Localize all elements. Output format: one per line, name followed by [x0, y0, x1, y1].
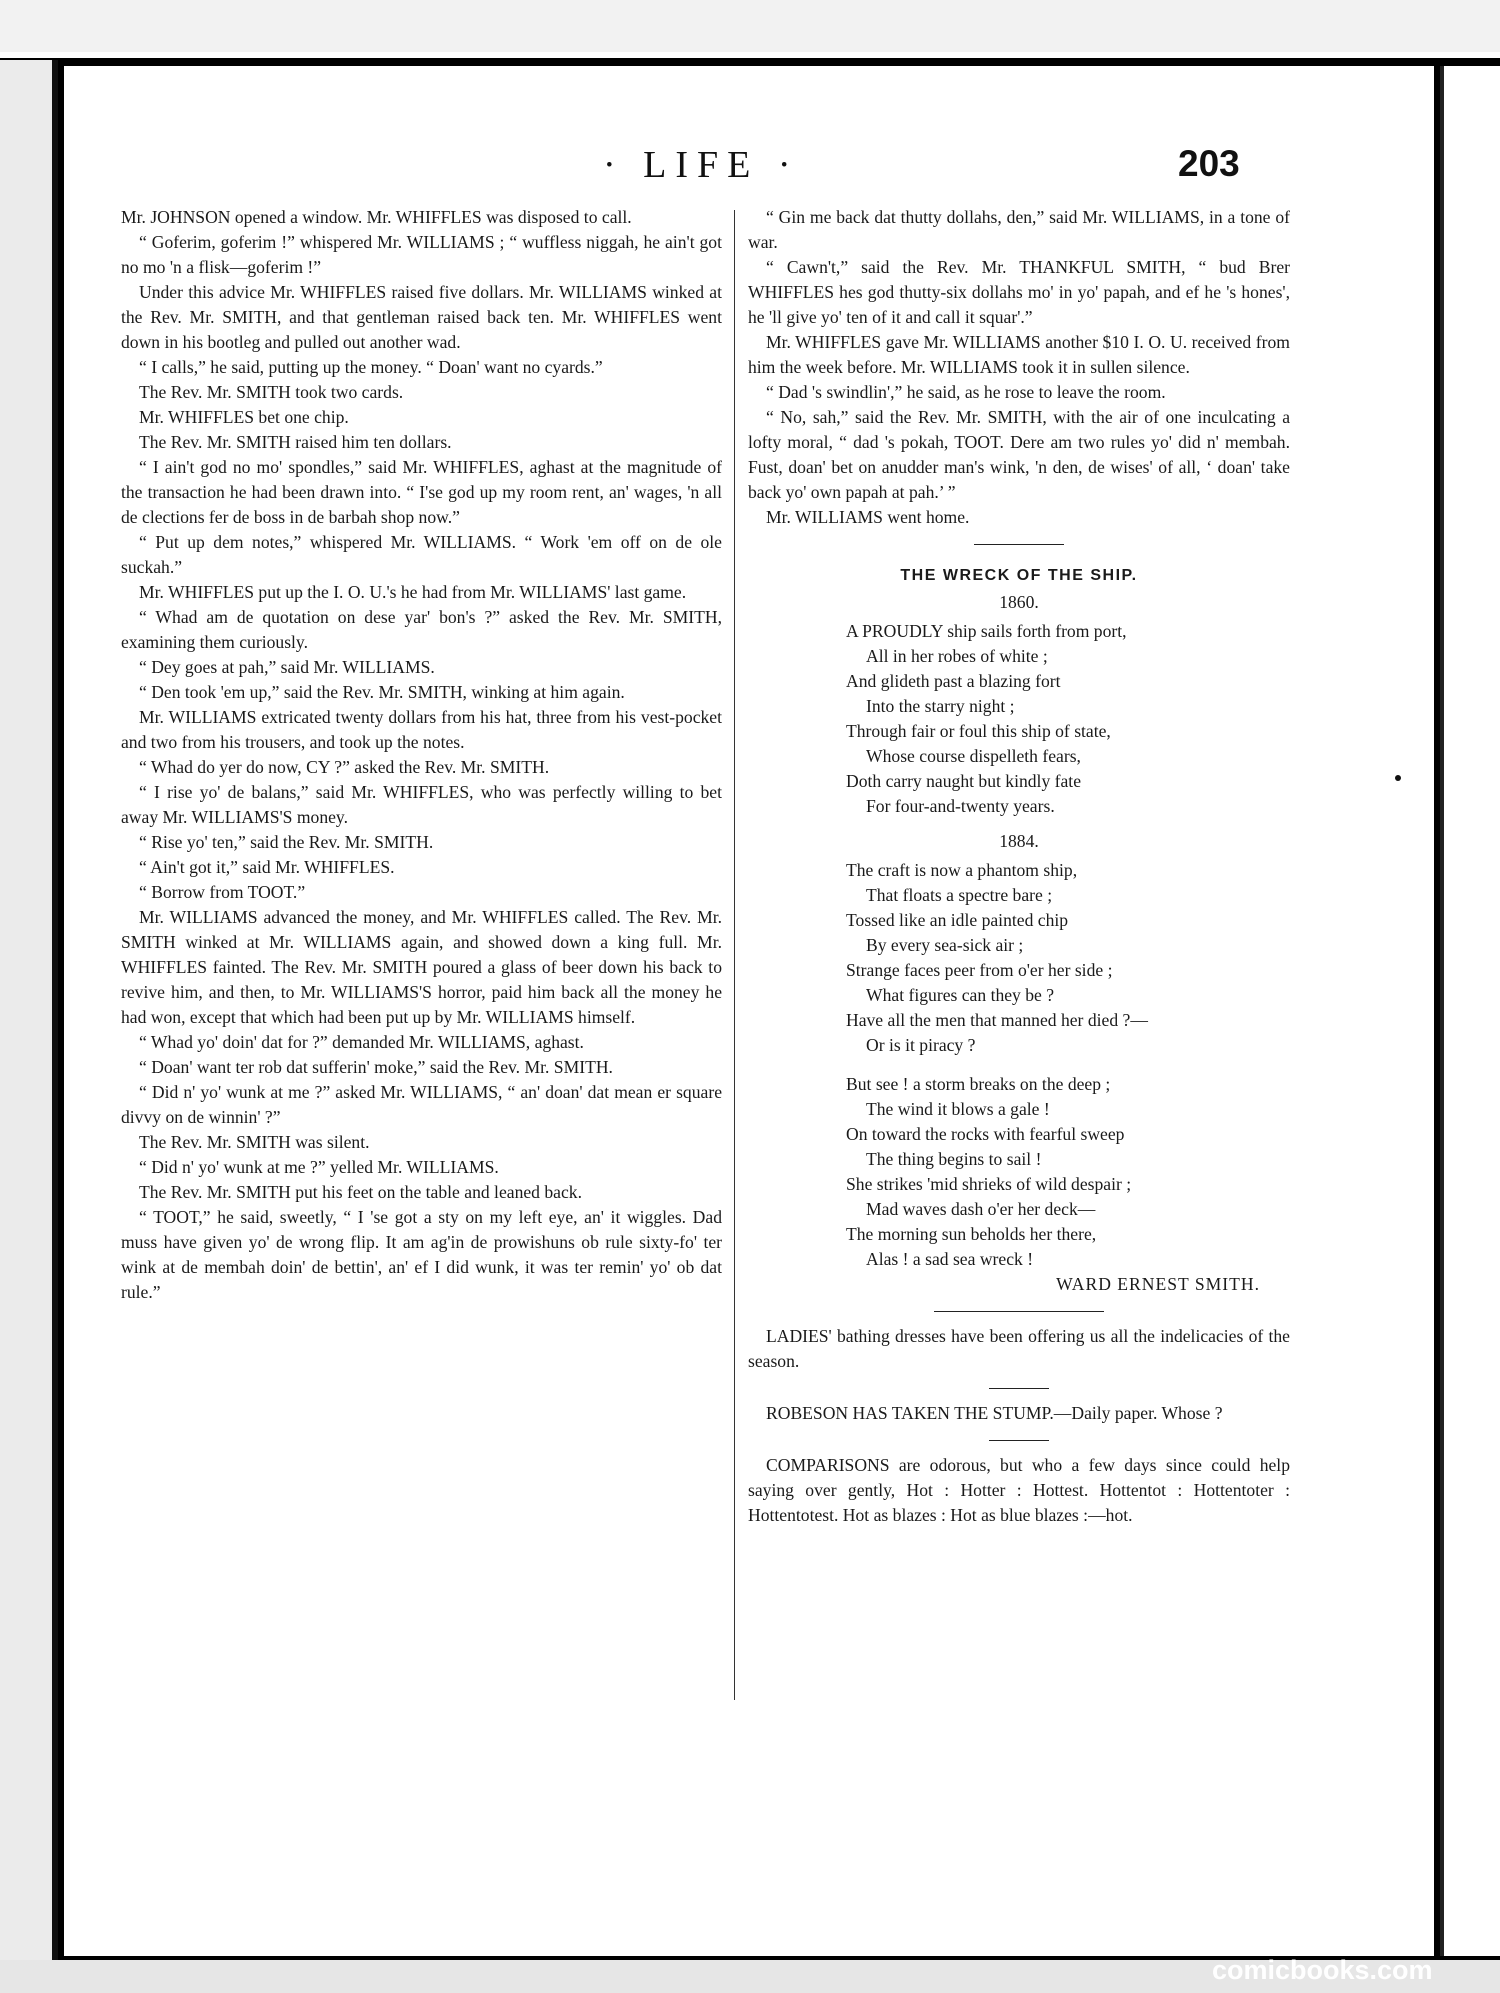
poem-line: The wind it blows a gale !: [866, 1099, 1050, 1119]
poem-line: By every sea-sick air ;: [866, 935, 1024, 955]
poem-line: Have all the men that manned her died ?—: [846, 1010, 1148, 1030]
paragraph: “ I ain't god no mo' spondles,” said Mr. WHIFFLES, aghast at the magnitude of the transaction he had been drawn into. “ I'se god up my room rent, an' wages, 'n all de clections fer de boss in de barbah shop now.”: [121, 457, 722, 527]
paragraph: The Rev. Mr. SMITH took two cards.: [139, 382, 404, 402]
adjacent-page-edge: [0, 60, 58, 1993]
paragraph: “ I rise yo' de balans,” said Mr. WHIFFLES, who was perfectly willing to bet away Mr. WILLIAMS'S money.: [121, 782, 722, 827]
poem-stanza: [846, 858, 1290, 1058]
poem-line: Alas ! a sad sea wreck !: [866, 1249, 1034, 1269]
paragraph: “ Den took 'em up,” said the Rev. Mr. SMITH, winking at him again.: [139, 682, 625, 702]
paragraph: “ Goferim, goferim !” whispered Mr. WILLIAMS ; “ wuffless niggah, he ain't got no mo 'n a flisk—goferim !”: [121, 232, 722, 277]
right-column: [748, 205, 1290, 1528]
ink-speck: [1395, 775, 1401, 781]
paragraph: “ Dad 's swindlin',” he said, as he rose to leave the room.: [766, 382, 1166, 402]
squib: ROBESON HAS TAKEN THE STUMP.—Daily paper. Whose ?: [766, 1403, 1223, 1423]
paragraph: Mr. WILLIAMS advanced the money, and Mr. WHIFFLES called. The Rev. Mr. SMITH winked at Mr. WILLIAMS again, and showed down a king full. Mr. WHIFFLES fainted. The Rev. Mr. SMITH poured a glass of beer down his back to revive him, and then, to Mr. WILLIAMS'S horror, paid him back all the money he had won, except that which had been put up by Mr. WILLIAMS himself.: [121, 907, 722, 1027]
paragraph: “ Whad am de quotation on dese yar' bon's ?” asked the Rev. Mr. SMITH, examining them curiously.: [121, 607, 722, 652]
squib: COMPARISONS are odorous, but who a few days since could help saying over gently, Hot : Hotter : Hottest. Hottentot : Hottentoter : Hottentotest. Hot as blazes : Hot as blue blazes :—hot.: [748, 1455, 1290, 1525]
paragraph: “ Whad yo' doin' dat for ?” demanded Mr. WILLIAMS, aghast.: [139, 1032, 584, 1052]
poem-line: Through fair or foul this ship of state,: [846, 721, 1111, 741]
poem-line: For four-and-twenty years.: [866, 796, 1055, 816]
poem-line: Whose course dispelleth fears,: [866, 746, 1081, 766]
poem-line: All in her robes of white ;: [866, 646, 1048, 666]
poem-year: 1860.: [999, 592, 1039, 612]
section-rule: [989, 1440, 1049, 1441]
paragraph: “ Ain't got it,” said Mr. WHIFFLES.: [139, 857, 395, 877]
section-rule: [934, 1311, 1104, 1312]
paragraph: Mr. WILLIAMS extricated twenty dollars from his hat, three from his vest-pocket and two from his trousers, and took up the notes.: [121, 707, 722, 752]
poem-line: A PROUDLY ship sails forth from port,: [846, 621, 1127, 641]
poem-line: On toward the rocks with fearful sweep: [846, 1124, 1125, 1144]
poem-line: Mad waves dash o'er her deck—: [866, 1199, 1096, 1219]
paragraph: “ Whad do yer do now, CY ?” asked the Rev. Mr. SMITH.: [139, 757, 550, 777]
magazine-title: · LIFE ·: [603, 144, 800, 186]
poem-line: Tossed like an idle painted chip: [846, 910, 1069, 930]
paragraph: Mr. WHIFFLES bet one chip.: [139, 407, 349, 427]
poem-line: Or is it piracy ?: [866, 1035, 976, 1055]
poem-line: The morning sun beholds her there,: [846, 1224, 1097, 1244]
paragraph: “ I calls,” he said, putting up the money. “ Doan' want no cyards.”: [139, 357, 603, 377]
paragraph: “ Doan' want ter rob dat sufferin' moke,” said the Rev. Mr. SMITH.: [139, 1057, 613, 1077]
poem-line: But see ! a storm breaks on the deep ;: [846, 1074, 1111, 1094]
paragraph: “ No, sah,” said the Rev. Mr. SMITH, with the air of one inculcating a lofty moral, “ dad 's pokah, TOOT. Dere am two rules yo' did n' membah. Fust, doan' bet on anudder man's wink, 'n den, de wises' of all, ‘ doan' take back yo' own papah at pah.’ ”: [748, 407, 1290, 502]
paragraph: “ Put up dem notes,” whispered Mr. WILLIAMS. “ Work 'em off on de ole suckah.”: [121, 532, 722, 577]
paragraph: “ Dey goes at pah,” said Mr. WILLIAMS.: [139, 657, 435, 677]
paragraph: The Rev. Mr. SMITH put his feet on the table and leaned back.: [139, 1182, 582, 1202]
left-column: [121, 205, 722, 1305]
paragraph: Mr. WHIFFLES gave Mr. WILLIAMS another $10 I. O. U. received from him the week before. Mr. WILLIAMS took it in sullen silence.: [748, 332, 1290, 377]
section-rule: [989, 1388, 1049, 1389]
poem-line: What figures can they be ?: [866, 985, 1055, 1005]
poem-line: The craft is now a phantom ship,: [846, 860, 1078, 880]
column-divider: [734, 210, 735, 1700]
page-number: 203: [1178, 143, 1240, 184]
paragraph: The Rev. Mr. SMITH was silent.: [139, 1132, 370, 1152]
squib: LADIES' bathing dresses have been offering us all the indelicacies of the season.: [748, 1326, 1290, 1371]
paragraph: Mr. WILLIAMS went home.: [766, 507, 970, 527]
paragraph: “ Rise yo' ten,” said the Rev. Mr. SMITH.: [139, 832, 434, 852]
poem-line: She strikes 'mid shrieks of wild despair ;: [846, 1174, 1132, 1194]
paragraph: “ TOOT,” he said, sweetly, “ I 'se got a sty on my left eye, an' it wiggles. Dad muss have given yo' de wrong flip. It am ag'in de prowishuns ob rule sixty-fo' ter wink at de membah doin' de bettin', an' ef I did wunk, it was ter remin' yo' ob dat rule.”: [121, 1207, 722, 1302]
paragraph: Mr. WHIFFLES put up the I. O. U.'s he had from Mr. WILLIAMS' last game.: [139, 582, 687, 602]
poem-line: Into the starry night ;: [866, 696, 1015, 716]
poem-line: And glideth past a blazing fort: [846, 671, 1061, 691]
scan-top-edge: [0, 0, 1500, 58]
poem-line: The thing begins to sail !: [866, 1149, 1042, 1169]
section-rule: [974, 544, 1064, 545]
poem-line: Doth carry naught but kindly fate: [846, 771, 1082, 791]
poem-author: WARD ERNEST SMITH.: [1056, 1274, 1260, 1294]
poem-title: THE WRECK OF THE SHIP.: [900, 567, 1138, 584]
page-right-edge: [1440, 66, 1500, 1956]
watermark: comicbooks.com: [1212, 1955, 1433, 1985]
paragraph: “ Did n' yo' wunk at me ?” asked Mr. WILLIAMS, “ an' doan' dat mean er square divvy on de winnin' ?”: [121, 1082, 722, 1127]
poem-stanza: [846, 619, 1290, 819]
poem-line: Strange faces peer from o'er her side ;: [846, 960, 1113, 980]
poem-stanza: [846, 1072, 1290, 1272]
paragraph: Mr. JOHNSON opened a window. Mr. WHIFFLES was disposed to call.: [121, 207, 632, 227]
paragraph: “ Gin me back dat thutty dollahs, den,” said Mr. WILLIAMS, in a tone of war.: [748, 207, 1290, 252]
paragraph: “ Borrow from TOOT.”: [139, 882, 306, 902]
paragraph: Under this advice Mr. WHIFFLES raised five dollars. Mr. WILLIAMS winked at the Rev. Mr. SMITH, and that gentleman raised back ten. Mr. WHIFFLES went down in his bootleg and pulled out another wad.: [121, 282, 722, 352]
paragraph: “ Cawn't,” said the Rev. Mr. THANKFUL SMITH, “ bud Brer WHIFFLES hes god thutty-six dollahs mo' in yo' papah, and ef he 's hones', he 'll give yo' ten of it and call it squar'.”: [748, 257, 1290, 327]
paragraph: The Rev. Mr. SMITH raised him ten dollars.: [139, 432, 452, 452]
paragraph: “ Did n' yo' wunk at me ?” yelled Mr. WILLIAMS.: [139, 1157, 499, 1177]
poem-line: That floats a spectre bare ;: [866, 885, 1053, 905]
poem-year: 1884.: [999, 831, 1039, 851]
